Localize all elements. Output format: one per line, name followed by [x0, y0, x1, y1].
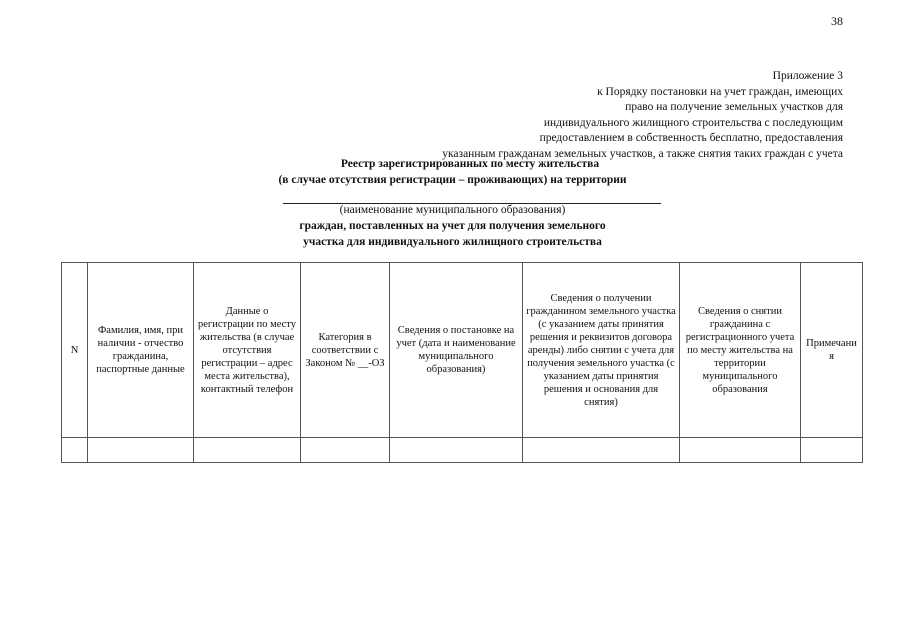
municipality-caption: (наименование муниципального образования) [339, 204, 566, 216]
table-row [62, 438, 863, 463]
registry-title [0, 157, 905, 188]
table-cell[interactable] [88, 438, 194, 463]
table-cell[interactable] [194, 438, 301, 463]
title-line-3: граждан, поставленных на учет для получения земельного [299, 220, 606, 232]
column-header-registration-info: Сведения о постановке на учет (дата и наименование муниципального образования) [390, 263, 523, 438]
column-header-full-name: Фамилия, имя, при наличии - отчество гражданина, паспортные данные [88, 263, 194, 438]
table-cell[interactable] [523, 438, 680, 463]
registry-subtitle [0, 219, 905, 250]
page-number: 38 [831, 14, 843, 28]
appendix-line: предоставлением в собственность бесплатно, предоставления [539, 132, 843, 145]
column-header-deregistration-info: Сведения о снятии гражданина с регистрационного учета по месту жительства на территории муниципального образования [680, 263, 801, 438]
column-header-category: Категория в соответствии с Законом № __-ОЗ [301, 263, 390, 438]
column-header-registration: Данные о регистрации по месту жительства (в случае отсутствия регистрации – адрес места жительства), контактный телефон [194, 263, 301, 438]
registry-table [61, 262, 863, 463]
appendix-reference [283, 69, 843, 163]
table-cell[interactable] [62, 438, 88, 463]
table-header-row [62, 263, 863, 438]
table-cell[interactable] [301, 438, 390, 463]
table-cell[interactable] [390, 438, 523, 463]
column-header-land-plot-info: Сведения о получении гражданином земельного участка (с указанием даты принятия решения и реквизитов договора аренды) либо снятии с учета для получения земельного участка (с указанием даты принятия решения и основания для снятия) [523, 263, 680, 438]
appendix-line: индивидуального жилищного строительства с последующим [543, 116, 843, 129]
table-cell[interactable] [680, 438, 801, 463]
appendix-line: указанным гражданам земельных участков, а также снятия таких граждан с учета [442, 147, 843, 160]
title-line-1: Реестр зарегистрированных по месту жительства [340, 158, 600, 170]
title-line-4: участка для индивидуального жилищного строительства [303, 235, 602, 248]
appendix-line: к Порядку постановки на учет граждан, имеющих [597, 85, 843, 98]
appendix-line: Приложение 3 [772, 70, 843, 82]
column-header-notes: Примечания [801, 263, 863, 438]
table-cell[interactable] [801, 438, 863, 463]
title-line-2: (в случае отсутствия регистрации – проживающих) на территории [278, 173, 627, 186]
column-header-number: N [62, 263, 88, 438]
appendix-line: право на получение земельных участков для [625, 101, 843, 114]
